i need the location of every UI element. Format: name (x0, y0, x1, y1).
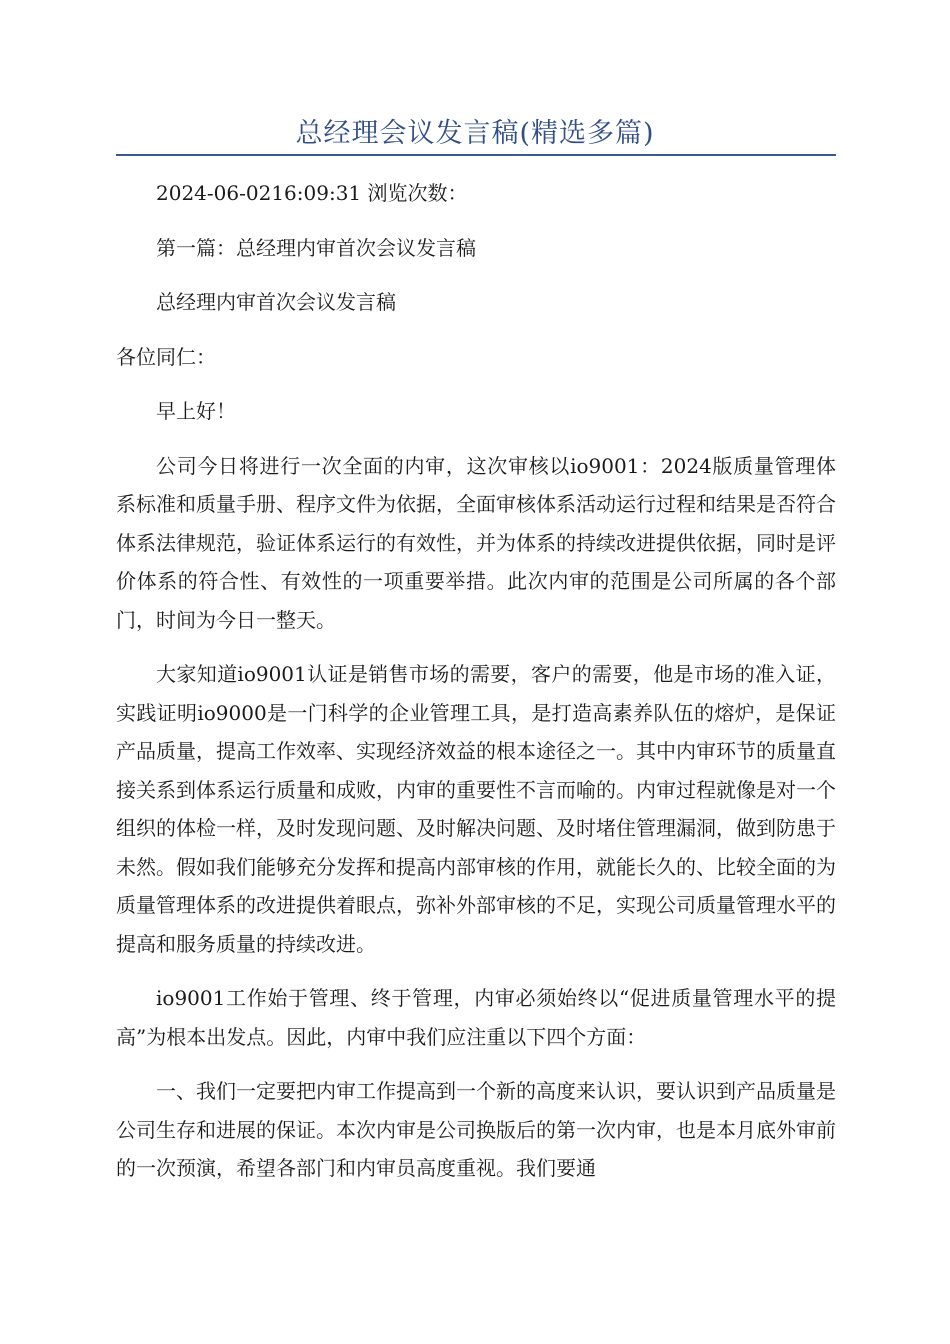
body-paragraph: 大家知道io9001认证是销售市场的需要，客户的需要，他是市场的准入证，实践证明io9000是一门科学的企业管理工具，是打造高素养队伍的熔炉，是保证产品质量，提高工作效率、实现经济效益的根本途径之一。其中内审环节的质量直接关系到体系运行质量和成败，内审的重要性不言而喻的。内审过程就像是对一个组织的体检一样，及时发现问题、及时解决问题、及时堵住管理漏洞，做到防患于未然。假如我们能够充分发挥和提高内部审核的作用，就能长久的、比较全面的为质量管理体系的改进提供着眼点，弥补外部审核的不足，实现公司质量管理水平的提高和服务质量的持续改进。 (116, 662, 836, 956)
document-body (116, 174, 836, 1204)
body-paragraph: io9001工作始于管理、终于管理，内审必须始终以“促进质量管理水平的提高”为根本出发点。因此，内审中我们应注重以下四个方面： (116, 986, 836, 1049)
greeting: 早上好！ (156, 399, 236, 423)
body-paragraph: 公司今日将进行一次全面的内审，这次审核以io9001：2024版质量管理体系标准和质量手册、程序文件为依据，全面审核体系活动运行过程和结果是否符合体系法律规范，验证体系运行的有效性，并为体系的持续改进提供依据，同时是评价体系的符合性、有效性的一项重要举措。此次内审的范围是公司所属的各个部门，时间为今日一整天。 (116, 453, 836, 632)
document-title: 总经理会议发言稿(精选多篇) (295, 118, 655, 149)
title-underline (116, 154, 836, 156)
body-paragraph: 一、我们一定要把内审工作提高到一个新的高度来认识，要认识到产品质量是公司生存和进展的保证。本次内审是公司换版后的第一次内审，也是本月底外审前的一次预演，希望各部门和内审员高度重视。我们要通 (116, 1079, 836, 1180)
meta-line: 2024-06-0216:09:31 浏览次数： (156, 181, 468, 205)
subheading: 总经理内审首次会议发言稿 (156, 290, 396, 314)
salutation: 各位同仁： (116, 344, 216, 369)
section-heading: 第一篇：总经理内审首次会议发言稿 (156, 235, 476, 260)
